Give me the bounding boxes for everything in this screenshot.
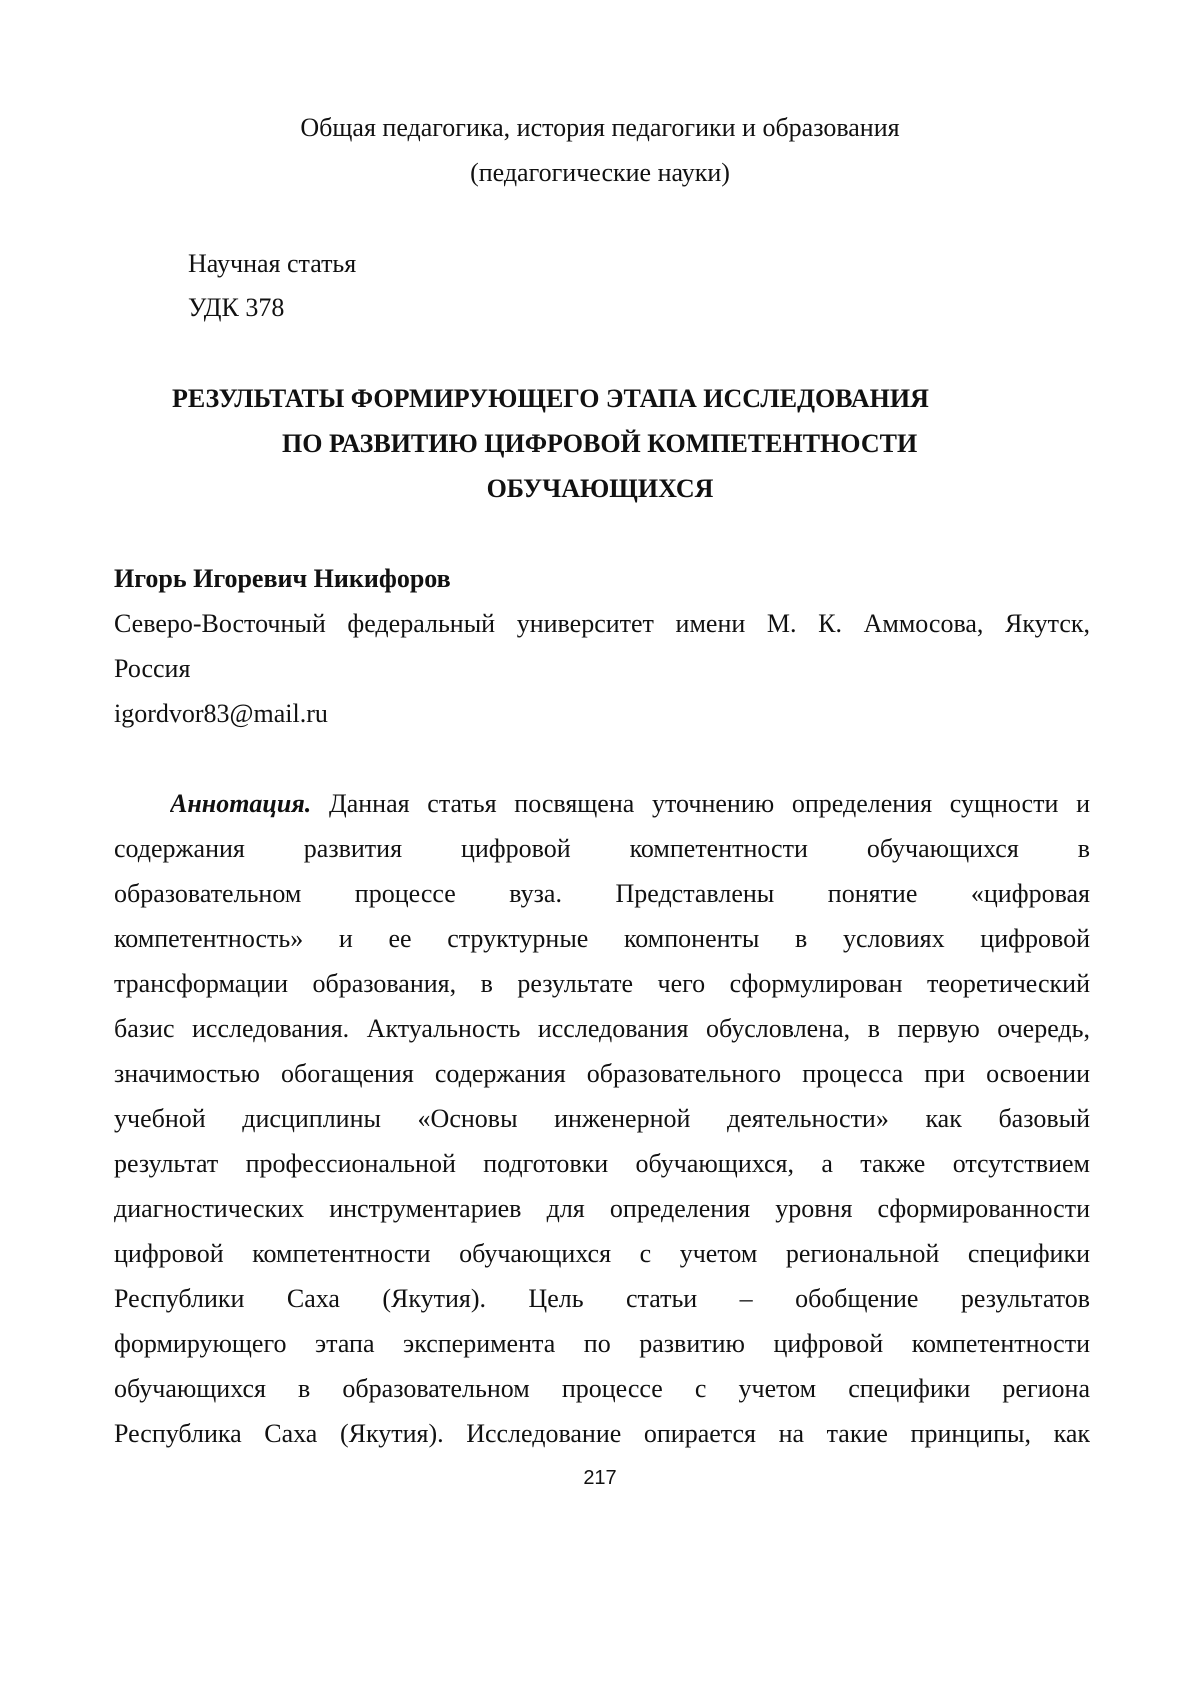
abstract-line: образовательном процессе вуза. Представлены понятие «цифровая [114, 879, 1090, 908]
abstract-line: значимостью обогащения содержания образовательного процесса при освоении [114, 1059, 1090, 1088]
abstract-line: Республики Саха (Якутия). Цель статьи – обобщение результатов [114, 1284, 1090, 1313]
article-title-line-1: РЕЗУЛЬТАТЫ ФОРМИРУЮЩЕГО ЭТАПА ИССЛЕДОВАНИЯ [172, 384, 929, 413]
author-affiliation: Северо-Восточный федеральный университет имени М. К. Аммосова, Якутск, [114, 609, 1090, 638]
abstract-line: базис исследования. Актуальность исследования обусловлена, в первую очередь, [114, 1014, 1090, 1043]
article-type: Научная статья [188, 249, 357, 278]
abstract-line: цифровой компетентности обучающихся с учетом региональной специфики [114, 1239, 1090, 1268]
abstract-line: трансформации образования, в результате чего сформулирован теоретический [114, 969, 1090, 998]
abstract-line: учебной дисциплины «Основы инженерной деятельности» как базовый [114, 1104, 1090, 1133]
abstract-line: результат профессиональной подготовки обучающихся, а также отсутствием [114, 1149, 1090, 1178]
page-number: 217 [583, 1467, 617, 1489]
abstract-line: диагностических инструментариев для определения уровня сформированности [114, 1194, 1090, 1223]
abstract-line: Республика Саха (Якутия). Исследование опирается на такие принципы, как [114, 1419, 1090, 1448]
abstract-label: Аннотация. [170, 789, 312, 818]
abstract-line: обучающихся в образовательном процессе с учетом специфики региона [114, 1374, 1090, 1403]
abstract-text-start: Данная статья посвящена уточнению определения сущности и [328, 789, 1090, 818]
abstract-line: содержания развития цифровой компетентности обучающихся в [114, 834, 1090, 863]
abstract-line: формирующего этапа эксперимента по развитию цифровой компетентности [114, 1329, 1090, 1358]
article-title-line-3: ОБУЧАЮЩИХСЯ [486, 474, 714, 503]
abstract-first-line [170, 788, 1090, 820]
article-title-line-2: ПО РАЗВИТИЮ ЦИФРОВОЙ КОМПЕТЕНТНОСТИ [282, 429, 918, 458]
author-email[interactable]: igordvor83@mail.ru [114, 699, 328, 728]
author-name: Игорь Игоревич Никифоров [114, 564, 451, 593]
science-heading: (педагогические науки) [470, 158, 730, 187]
abstract-line: компетентность» и ее структурные компоненты в условиях цифровой [114, 924, 1090, 953]
author-country: Россия [114, 654, 191, 683]
section-heading: Общая педагогика, история педагогики и образования [300, 113, 900, 142]
udk-code: УДК 378 [188, 293, 285, 322]
